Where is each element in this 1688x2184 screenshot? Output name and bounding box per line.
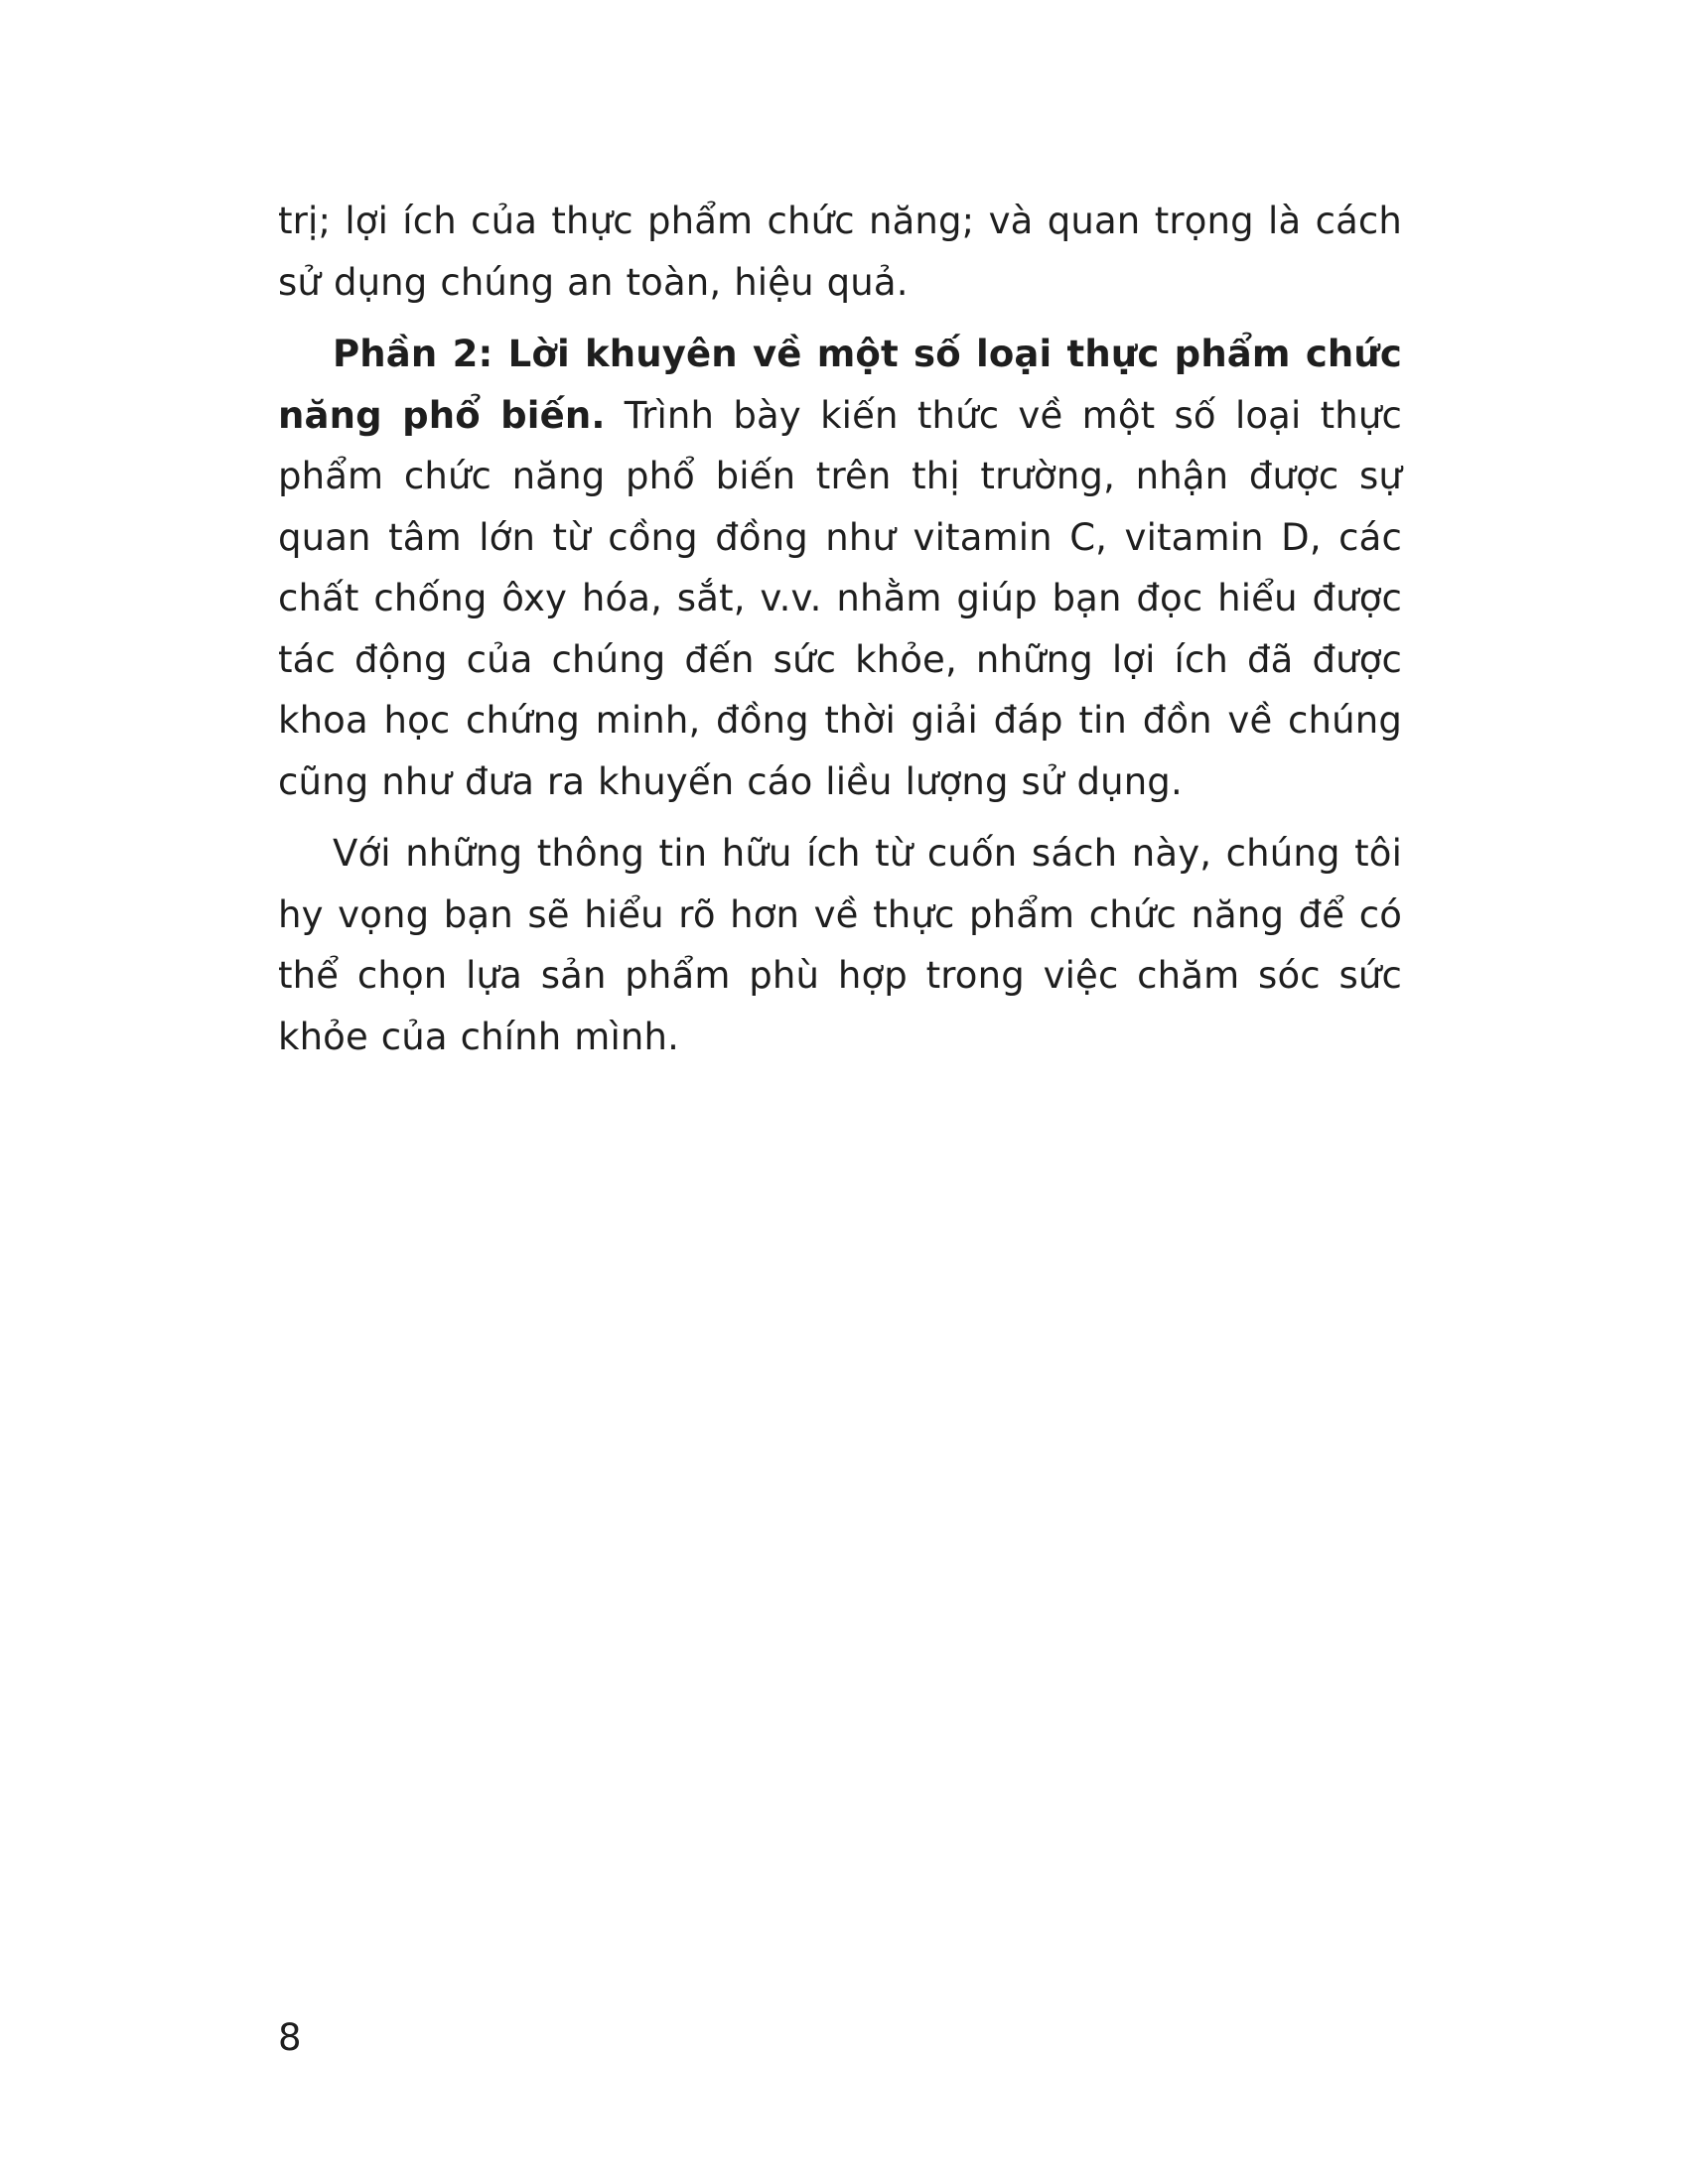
part-2-heading: Phần 2: Lời khuyên về một số loại thực phẩm chức năng phổ biến. — [278, 333, 1402, 437]
page-body — [278, 191, 1402, 1078]
paragraph-part-2 — [278, 324, 1402, 812]
page-number: 8 — [278, 2016, 302, 2059]
part-2-text: Trình bày kiến thức về một số loại thực phẩm chức năng phổ biến trên thị trường, nhận được sự quan tâm lớn từ cồng đồng như vitamin C, vitamin D, các chất chống ôxy hóa, sắt, v.v. nhằm giúp bạn đọc hiểu được tác động của chúng đến sức khỏe, những lợi ích đã được khoa học chứng minh, đồng thời giải đáp tin đồn về chúng cũng như đưa ra khuyến cáo liều lượng sử dụng. — [278, 393, 1403, 803]
paragraph-closing: Với những thông tin hữu ích từ cuốn sách này, chúng tôi hy vọng bạn sẽ hiểu rõ hơn về thực phẩm chức năng để có thể chọn lựa sản phẩm phù hợp trong việc chăm sóc sức khỏe của chính mình. — [278, 832, 1402, 1058]
paragraph-continuation: trị; lợi ích của thực phẩm chức năng; và quan trọng là cách sử dụng chúng an toàn, hiệu quả. — [278, 200, 1402, 304]
